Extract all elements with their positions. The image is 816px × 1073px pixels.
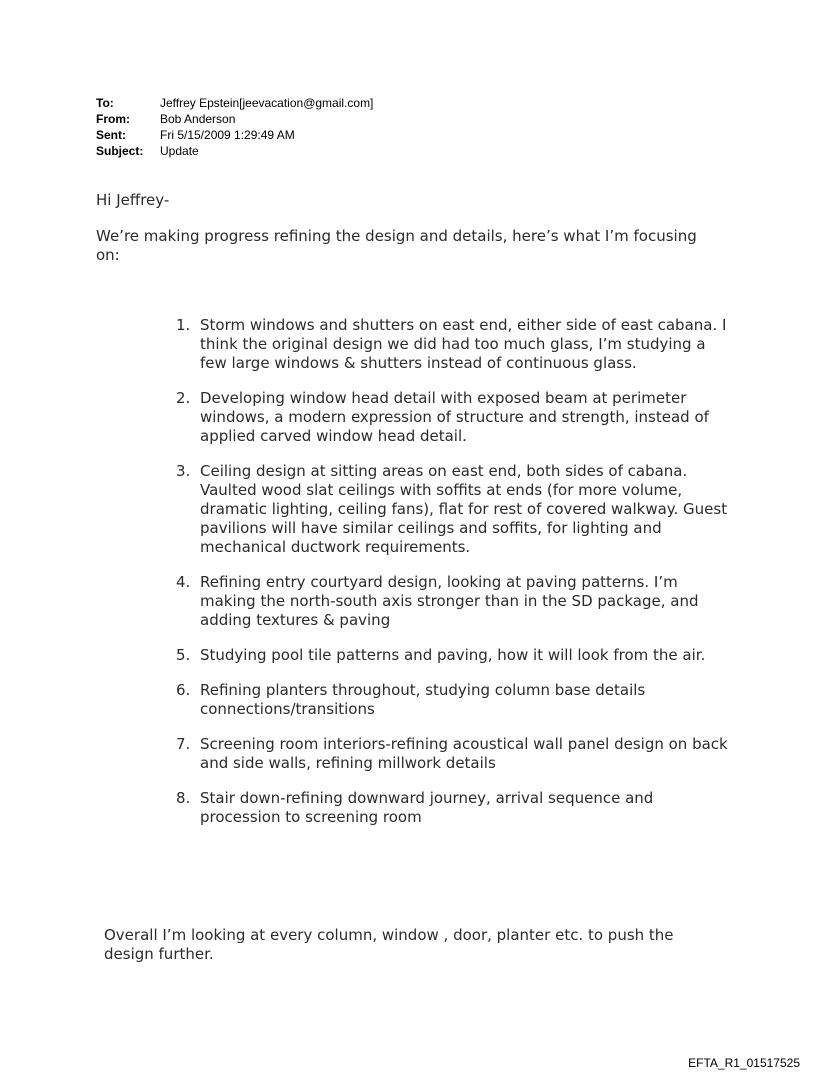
list-item-number: 6. bbox=[176, 681, 191, 699]
greeting: Hi Jeffrey- bbox=[96, 191, 170, 209]
to-row bbox=[96, 95, 373, 111]
sent-label: Sent: bbox=[96, 128, 126, 142]
list-item-number: 2. bbox=[176, 389, 191, 407]
subject-label: Subject: bbox=[96, 144, 144, 158]
sent-value: Fri 5/15/2009 1:29:49 AM bbox=[160, 128, 295, 142]
to-label: To: bbox=[96, 96, 114, 110]
list-item-text: Screening room interiors-refining acoustical wall panel design on back and side walls, refining millwork details bbox=[200, 735, 728, 772]
list-item bbox=[176, 735, 736, 773]
list-item bbox=[176, 462, 736, 557]
list-item-number: 4. bbox=[176, 573, 191, 591]
sent-row bbox=[96, 127, 373, 143]
list-item-text: Stair down-refining downward journey, arrival sequence and procession to screening room bbox=[200, 789, 654, 826]
list-item-number: 7. bbox=[176, 735, 191, 753]
list-item bbox=[176, 389, 736, 446]
email-header bbox=[96, 95, 373, 159]
list-item-text: Refining planters throughout, studying column base details connections/transitions bbox=[200, 681, 646, 718]
list-item bbox=[176, 316, 736, 373]
list-item bbox=[176, 573, 736, 630]
from-value: Bob Anderson bbox=[160, 112, 236, 126]
closing-paragraph: Overall I’m looking at every column, window , door, planter etc. to push the design further. bbox=[104, 926, 674, 963]
document-id: EFTA_R1_01517525 bbox=[688, 1056, 800, 1070]
list-item-text: Developing window head detail with exposed beam at perimeter windows, a modern expression of structure and strength, instead of applied carved window head detail. bbox=[200, 389, 709, 445]
list-item bbox=[176, 646, 736, 665]
subject-row bbox=[96, 143, 373, 159]
list-item bbox=[176, 681, 736, 719]
from-row bbox=[96, 111, 373, 127]
list-item-number: 3. bbox=[176, 462, 191, 480]
to-value: Jeffrey Epstein[jeevacation@gmail.com] bbox=[160, 96, 374, 110]
list-item bbox=[176, 789, 736, 827]
list-item-text: Ceiling design at sitting areas on east end, both sides of cabana. Vaulted wood slat ceilings with soffits at ends (for more volume, dramatic lighting, ceiling fans), flat for rest of covered walkway. Guest pavilions will have similar ceilings and soffits, for lighting and mechanical ductwork requirements. bbox=[200, 462, 728, 556]
intro-paragraph: We’re making progress refining the design and details, here’s what I’m focusing on: bbox=[96, 227, 697, 264]
list-item-number: 5. bbox=[176, 646, 191, 664]
list-item-text: Storm windows and shutters on east end, either side of east cabana. I think the original design we did had too much glass, I’m studying a few large windows & shutters instead of continuous glass. bbox=[200, 316, 727, 372]
subject-value: Update bbox=[160, 144, 199, 158]
focus-list bbox=[176, 316, 736, 827]
list-item-number: 1. bbox=[176, 316, 191, 334]
list-item-number: 8. bbox=[176, 789, 191, 807]
list-item-text: Studying pool tile patterns and paving, how it will look from the air. bbox=[200, 646, 706, 664]
list-item-text: Refining entry courtyard design, looking at paving patterns. I’m making the north-south axis stronger than in the SD package, and adding textures & paving bbox=[200, 573, 699, 629]
from-label: From: bbox=[96, 112, 130, 126]
